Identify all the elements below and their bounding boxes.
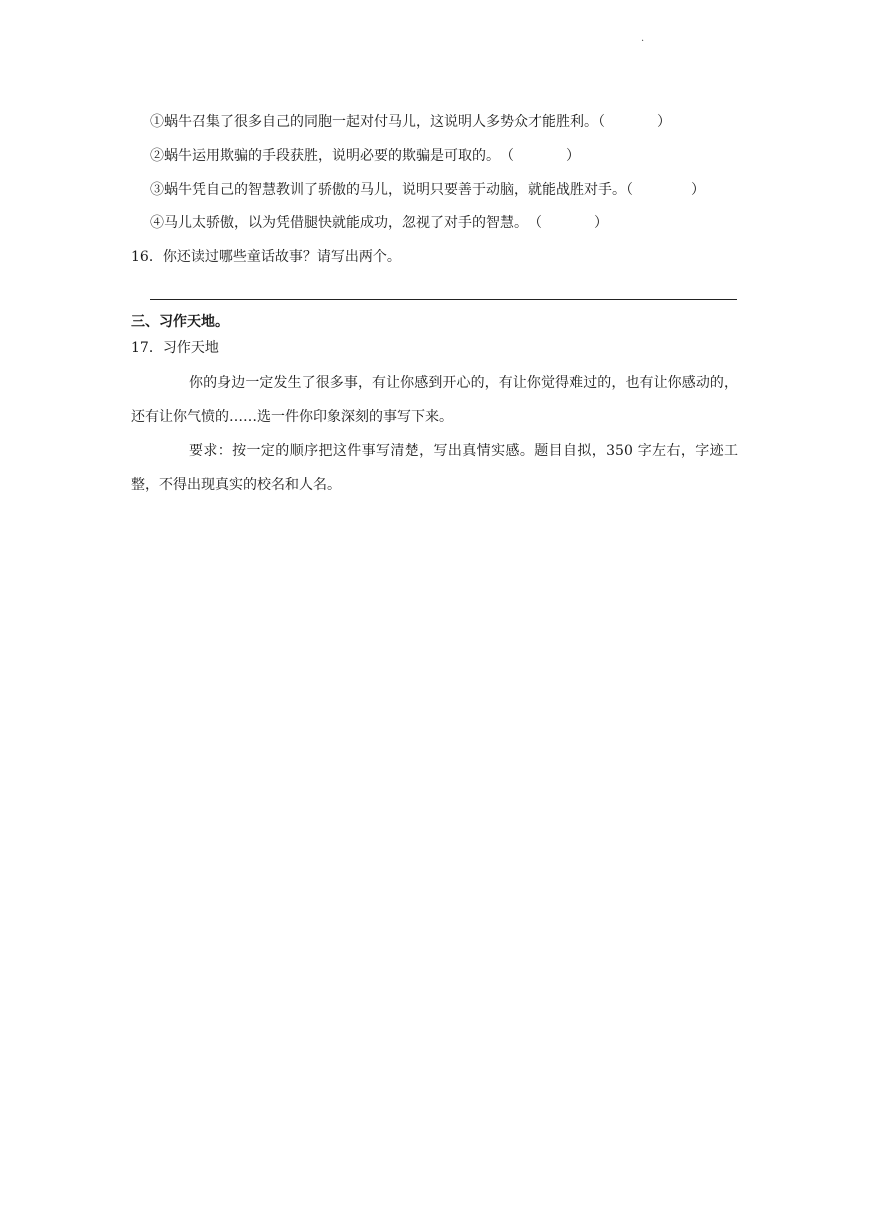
question-16: 16．你还读过哪些童话故事？请写出两个。 — [131, 249, 401, 265]
q15-option-4-text: ④马儿太骄傲，以为凭借腿快就能成功，忽视了对手的智慧。 （ — [150, 215, 542, 231]
q15-option-2 — [150, 146, 580, 166]
q15-option-3-close: ） — [691, 182, 705, 198]
q15-option-2-close: ） — [566, 148, 580, 164]
q15-option-1 — [150, 112, 671, 132]
q15-option-1-text: ①蜗牛召集了很多自己的同胞一起对付马儿，这说明人多势众才能胜利。（ — [150, 114, 605, 130]
writing-requirement: 要求：按一定的顺序把这件事写清楚，写出真情实感。题目自拟，350 字左右，字迹工整，不得出现真实的校名和人名。 — [131, 443, 738, 493]
question-17-title: 17．习作天地 — [131, 340, 219, 356]
q15-option-1-close: ） — [657, 114, 671, 130]
q15-option-3 — [150, 180, 705, 200]
writing-prompt: 你的身边一定发生了很多事，有让你感到开心的，有让你觉得难过的，也有让你感动的，还有让你气愤的……选一件你印象深刻的事写下来。 — [131, 375, 738, 425]
q15-option-2-text: ②蜗牛运用欺骗的手段获胜，说明必要的欺骗是可取的。 （ — [150, 148, 514, 164]
q15-option-4-close: ） — [594, 215, 608, 231]
q15-option-4 — [150, 213, 608, 233]
header-dot: · — [641, 36, 645, 47]
q15-option-3-text: ③蜗牛凭自己的智慧教训了骄傲的马儿，说明只要善于动脑，就能战胜对手。（ — [150, 182, 633, 198]
section-heading: 三、习作天地。 — [131, 314, 229, 330]
answer-line[interactable] — [150, 299, 737, 300]
